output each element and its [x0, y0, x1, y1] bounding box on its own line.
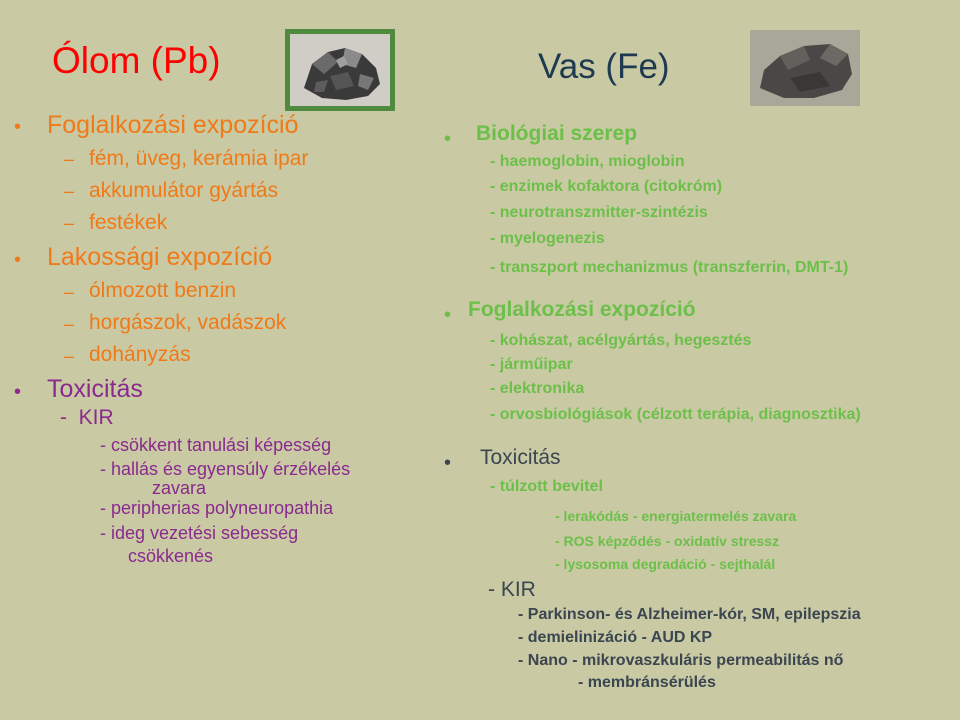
dash-icon: – [64, 314, 75, 334]
lead-tox-item: - ideg vezetési sebesség [100, 523, 299, 543]
lead-kir-text: KIR [78, 406, 114, 429]
lead-kir-label: - KIR [60, 406, 114, 429]
bullet-icon: • [444, 128, 452, 150]
iron-kir-item: - membránsérülés [578, 674, 716, 691]
iron-occ-item: - orvosbiológiások (célzott terápia, diagnosztika) [490, 406, 861, 423]
iron-intake-label: - túlzott bevitel [490, 478, 603, 495]
iron-ore-photo [750, 30, 860, 106]
bullet-icon: • [444, 452, 452, 474]
bullet-icon: • [444, 304, 452, 326]
lead-pub-item: ólmozott benzin [89, 279, 237, 302]
bullet-icon: • [14, 381, 22, 403]
iron-ore-icon [750, 30, 860, 106]
iron-intake-item: - ROS képződés - oxidatív stressz [555, 533, 780, 549]
lead-tox-item: - peripherias polyneuropathia [100, 498, 334, 518]
lead-occ-item: fém, üveg, kerámia ipar [89, 147, 309, 170]
iron-occ-item: - járműipar [490, 356, 573, 373]
iron-bio-item: - enzimek kofaktora (citokróm) [490, 178, 723, 195]
iron-occ-heading: Foglalkozási expozíció [468, 298, 696, 321]
lead-toxicity-heading: Toxicitás [47, 375, 143, 403]
dash-icon: – [64, 346, 75, 366]
lead-occ-item: festékek [89, 211, 168, 234]
lead-occupational-heading: Foglalkozási expozíció [47, 111, 299, 139]
lead-pub-item: horgászok, vadászok [89, 311, 287, 334]
lead-title: Ólom (Pb) [52, 40, 221, 81]
iron-occ-item: - elektronika [490, 380, 585, 397]
dash-icon: – [64, 149, 75, 169]
iron-toxicity-heading: Toxicitás [480, 446, 561, 469]
iron-title: Vas (Fe) [538, 47, 670, 86]
iron-intake-item: - lerakódás - energiatermelés zavara [555, 508, 797, 524]
lead-occ-item: akkumulátor gyártás [89, 179, 279, 202]
iron-bio-item: - neurotranszmitter-szintézis [490, 204, 708, 221]
dash-icon: – [64, 181, 75, 201]
lead-public-heading: Lakossági expozíció [47, 243, 273, 271]
iron-kir-item: - Nano - mikrovaszkuláris permeabilitás nő [518, 652, 844, 669]
lead-tox-item: - hallás és egyensúly érzékelés [100, 459, 351, 479]
iron-bio-item: - haemoglobin, mioglobin [490, 153, 685, 170]
iron-kir-item: - demielinizáció - AUD KP [518, 629, 713, 646]
bullet-icon: • [14, 116, 22, 138]
iron-kir-item: - Parkinson- és Alzheimer-kór, SM, epilepszia [518, 606, 861, 623]
iron-bio-heading: Biológiai szerep [476, 122, 638, 145]
lead-pub-item: dohányzás [89, 343, 191, 366]
lead-mineral-icon [290, 34, 390, 106]
iron-intake-item: - lysosoma degradáció - sejthalál [555, 556, 776, 572]
iron-bio-item: - myelogenezis [490, 230, 605, 247]
dash-icon: – [64, 282, 75, 302]
lead-mineral-photo [285, 29, 395, 111]
iron-bio-item: - transzport mechanizmus (transzferrin, DMT-1) [490, 259, 849, 276]
dash-icon: – [64, 213, 75, 233]
iron-occ-item: - kohászat, acélgyártás, hegesztés [490, 332, 752, 349]
lead-tox-item: zavara [152, 478, 207, 498]
lead-tox-item: - csökkent tanulási képesség [100, 435, 332, 455]
iron-kir-label: - KIR [488, 578, 536, 601]
bullet-icon: • [14, 249, 22, 271]
lead-tox-item: csökkenés [128, 546, 214, 566]
